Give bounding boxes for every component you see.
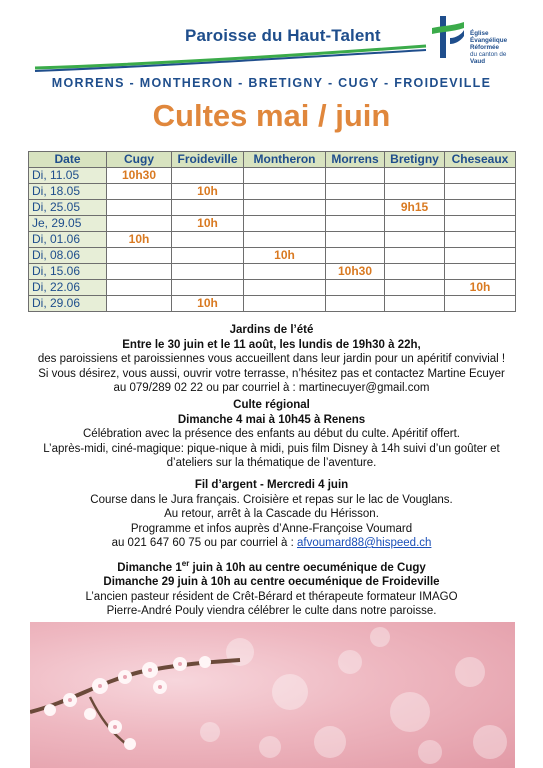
time-cell <box>244 200 326 216</box>
time-cell <box>172 280 244 296</box>
section-line: Au retour, arrêt à la Cascade du Hérisson. <box>164 508 379 520</box>
time-cell <box>326 168 385 184</box>
time-cell <box>385 264 445 280</box>
time-cell <box>244 184 326 200</box>
date-cell: Di, 22.06 <box>29 280 107 296</box>
time-cell <box>244 216 326 232</box>
date-cell: Di, 15.06 <box>29 264 107 280</box>
time-cell <box>244 168 326 184</box>
time-cell <box>326 200 385 216</box>
section-heading <box>0 557 543 575</box>
bokeh-blossom-illustration <box>30 622 515 768</box>
table-header-row <box>29 152 516 168</box>
time-cell <box>326 280 385 296</box>
section-heading: Fil d’argent - Mercredi 4 juin <box>194 479 349 491</box>
church-line: Vaud <box>470 58 486 65</box>
column-header: Cheseaux <box>445 152 516 168</box>
table-row <box>29 280 516 296</box>
table-row <box>29 296 516 312</box>
time-cell <box>445 184 516 200</box>
section-line: Si vous désirez, vous aussi, ouvrir votre terrasse, n’hésitez pas et contactez Martine Ecuyer <box>38 367 505 380</box>
table-row <box>29 232 516 248</box>
oecumenique-section <box>0 557 543 619</box>
time-cell <box>244 232 326 248</box>
church-line: Évangélique <box>470 37 508 44</box>
time-cell <box>107 184 172 200</box>
time-cell <box>445 248 516 264</box>
time-cell <box>385 184 445 200</box>
time-cell <box>326 216 385 232</box>
time-cell <box>172 264 244 280</box>
fil-argent-section <box>0 478 543 551</box>
section-subheading: Dimanche 4 mai à 10h45 à Renens <box>177 413 366 426</box>
column-header: Morrens <box>326 152 385 168</box>
heading-superscript: er <box>181 559 190 568</box>
table-row <box>29 184 516 200</box>
time-cell <box>107 280 172 296</box>
time-cell <box>445 264 516 280</box>
page-title: Cultes mai / juin <box>152 98 391 133</box>
section-heading: Jardins de l’été <box>229 324 314 336</box>
time-cell <box>326 248 385 264</box>
swoosh-decoration <box>30 44 430 72</box>
time-cell <box>172 248 244 264</box>
time-cell <box>107 248 172 264</box>
table-row <box>29 200 516 216</box>
time-cell <box>244 264 326 280</box>
time-cell: 10h <box>172 296 244 312</box>
column-header: Froideville <box>172 152 244 168</box>
time-cell <box>445 168 516 184</box>
time-cell <box>244 296 326 312</box>
section-line: des paroissiens et paroissiennes vous accueillent dans leur jardin pour un apéritif convivial ! <box>37 353 506 365</box>
heading-part: juin à 10h au centre oecuménique de Cugy <box>189 561 426 574</box>
brand-name: Paroisse du Haut-Talent <box>185 26 381 45</box>
church-name <box>470 30 507 65</box>
contact-line <box>0 536 543 551</box>
section-line: Course dans le Jura français. Croisière et repas sur le lac de Vouglans. <box>90 493 453 506</box>
church-line: Église <box>470 30 489 37</box>
date-cell: Di, 01.06 <box>29 232 107 248</box>
time-cell <box>385 232 445 248</box>
date-cell: Je, 29.05 <box>29 216 107 232</box>
time-cell: 10h <box>172 216 244 232</box>
section-line: L’après-midi, ciné-magique: pique-nique à midi, puis film Disney à 14h suivi d’un goûter et <box>43 442 500 455</box>
heading-part: Dimanche 1 <box>117 561 182 574</box>
section-line: L’ancien pasteur résident de Crêt-Bérard et thérapeute formateur IMAGO <box>85 590 458 603</box>
time-cell: 9h15 <box>385 200 445 216</box>
header <box>0 0 543 75</box>
section-subheading: Dimanche 29 juin à 10h au centre oecuménique de Froideville <box>103 576 440 589</box>
cherry-blossom-photo <box>30 622 515 768</box>
column-header: Cugy <box>107 152 172 168</box>
table-row <box>29 248 516 264</box>
time-cell <box>385 296 445 312</box>
time-cell: 10h <box>445 280 516 296</box>
villages-list: MORRENS - MONTHERON - BRETIGNY - CUGY - FROIDEVILLE <box>51 76 492 90</box>
church-line: du canton de <box>470 51 507 58</box>
time-cell <box>326 184 385 200</box>
time-cell <box>326 296 385 312</box>
section-line: d’ateliers sur la thématique de l’aventure. <box>166 457 377 469</box>
time-cell <box>445 296 516 312</box>
time-cell: 10h <box>172 184 244 200</box>
time-cell <box>107 200 172 216</box>
date-cell: Di, 11.05 <box>29 168 107 184</box>
column-header: Montheron <box>244 152 326 168</box>
time-cell <box>385 280 445 296</box>
email-link[interactable]: afvoumard88@hispeed.ch <box>296 537 432 549</box>
time-cell <box>326 232 385 248</box>
time-cell <box>107 264 172 280</box>
schedule-table <box>28 151 516 312</box>
date-cell: Di, 08.06 <box>29 248 107 264</box>
time-cell: 10h30 <box>326 264 385 280</box>
time-cell <box>172 200 244 216</box>
section-subheading: Entre le 30 juin et le 11 août, les lundis de 19h30 à 22h, <box>122 338 421 351</box>
table-row <box>29 168 516 184</box>
time-cell <box>385 216 445 232</box>
column-header: Date <box>29 152 107 168</box>
section-heading: Culte régional <box>233 399 310 411</box>
time-cell <box>244 280 326 296</box>
regional-section <box>0 398 543 471</box>
time-cell: 10h30 <box>107 168 172 184</box>
table-row <box>29 264 516 280</box>
section-line: Pierre-André Pouly viendra célébrer le culte dans notre paroisse. <box>106 605 437 618</box>
column-header: Bretigny <box>385 152 445 168</box>
time-cell <box>445 216 516 232</box>
time-cell <box>172 232 244 248</box>
time-cell <box>107 216 172 232</box>
date-cell: Di, 25.05 <box>29 200 107 216</box>
time-cell <box>445 200 516 216</box>
time-cell <box>385 168 445 184</box>
time-cell <box>445 232 516 248</box>
table-row <box>29 216 516 232</box>
date-cell: Di, 18.05 <box>29 184 107 200</box>
church-line: Réformée <box>470 44 500 51</box>
time-cell <box>107 296 172 312</box>
time-cell <box>172 168 244 184</box>
church-cross-logo-icon <box>430 12 466 62</box>
section-line: Célébration avec la présence des enfants au début du culte. Apéritif offert. <box>83 428 460 440</box>
section-line: au 079/289 02 22 ou par courriel à : martinecuyer@gmail.com <box>113 382 430 394</box>
section-line: Programme et infos auprès d’Anne-Françoise Voumard <box>130 522 413 535</box>
date-cell: Di, 29.06 <box>29 296 107 312</box>
time-cell: 10h <box>244 248 326 264</box>
contact-prefix: au 021 647 60 75 ou par courriel à : <box>111 537 294 549</box>
time-cell <box>385 248 445 264</box>
jardins-section <box>0 323 543 396</box>
time-cell: 10h <box>107 232 172 248</box>
